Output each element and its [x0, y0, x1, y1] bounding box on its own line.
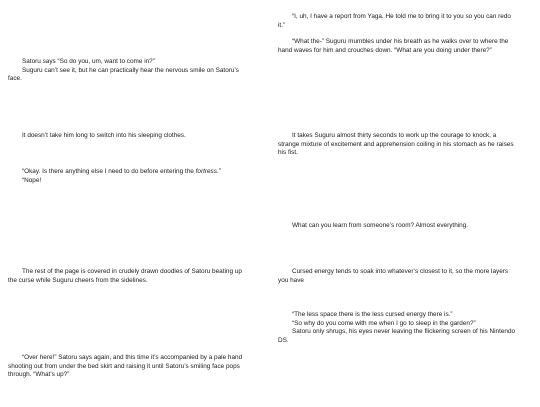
- right-block-room: [278, 222, 518, 231]
- right-block-report: [278, 13, 518, 55]
- paragraph: “So why do you come with me when I go to sleep in the garden?”: [292, 319, 476, 327]
- italic-text: fortress: [195, 168, 217, 175]
- paragraph: “What the-” Suguru mumbles under his breath as he walks over to where the hand waves for him and crouches down. “What are you doing under there?”: [278, 38, 509, 54]
- paragraph: It doesn’t take him long to switch into his sleeping clothes.: [22, 132, 186, 139]
- left-block-invite: [8, 58, 248, 84]
- paragraph: What can you learn from someone’s room? Almost everything.: [292, 222, 469, 229]
- paragraph: “Nope!: [22, 176, 42, 184]
- paragraph: It takes Suguru almost thirty seconds to work up the courage to knock, a strange mixture of excitement and apprehension coiling in his stomach as he raises his fist.: [278, 132, 514, 157]
- right-block-cursed-energy: [278, 268, 518, 285]
- paragraph: [8, 168, 248, 177]
- right-block-knock: [278, 132, 518, 158]
- paragraph: “Over here!” Satoru says again, and this time it’s accompanied by a pale hand shooting out from under the bed skirt and raising it until Satoru’s smiling face pops through. “What’s up?”: [8, 354, 243, 379]
- left-block-fortress: [8, 168, 248, 185]
- paragraph: Suguru can’t see it, but he can practically hear the nervous smile on Satoru’s face.: [8, 66, 239, 83]
- left-block-sleeping-clothes: [8, 132, 248, 141]
- left-block-over-here: [8, 354, 248, 380]
- paragraph: The rest of the page is covered in crudely drawn doodles of Satoru beating up the curse while Suguru cheers from the sidelines.: [8, 268, 242, 284]
- paragraph: Satoru only shrugs, his eyes never leaving the flickering screen of his Nintendo DS.: [278, 328, 516, 344]
- paragraph: Satoru says “So do you, um, want to come in?”: [22, 58, 155, 65]
- right-block-garden: [278, 311, 518, 345]
- left-block-doodles: [8, 268, 248, 285]
- paragraph: Cursed energy tends to soak into whatever’s closest to it, so the more layers you have: [278, 268, 509, 284]
- text-span: “Okay. Is there anything else I need to do before entering the: [22, 168, 196, 175]
- paragraph: “I, uh, I have a report from Yaga. He told me to bring it to you so you can redo it.”: [278, 13, 511, 29]
- paragraph: “The less space there is the less cursed energy there is.”: [292, 311, 453, 318]
- text-span: .”: [216, 168, 221, 175]
